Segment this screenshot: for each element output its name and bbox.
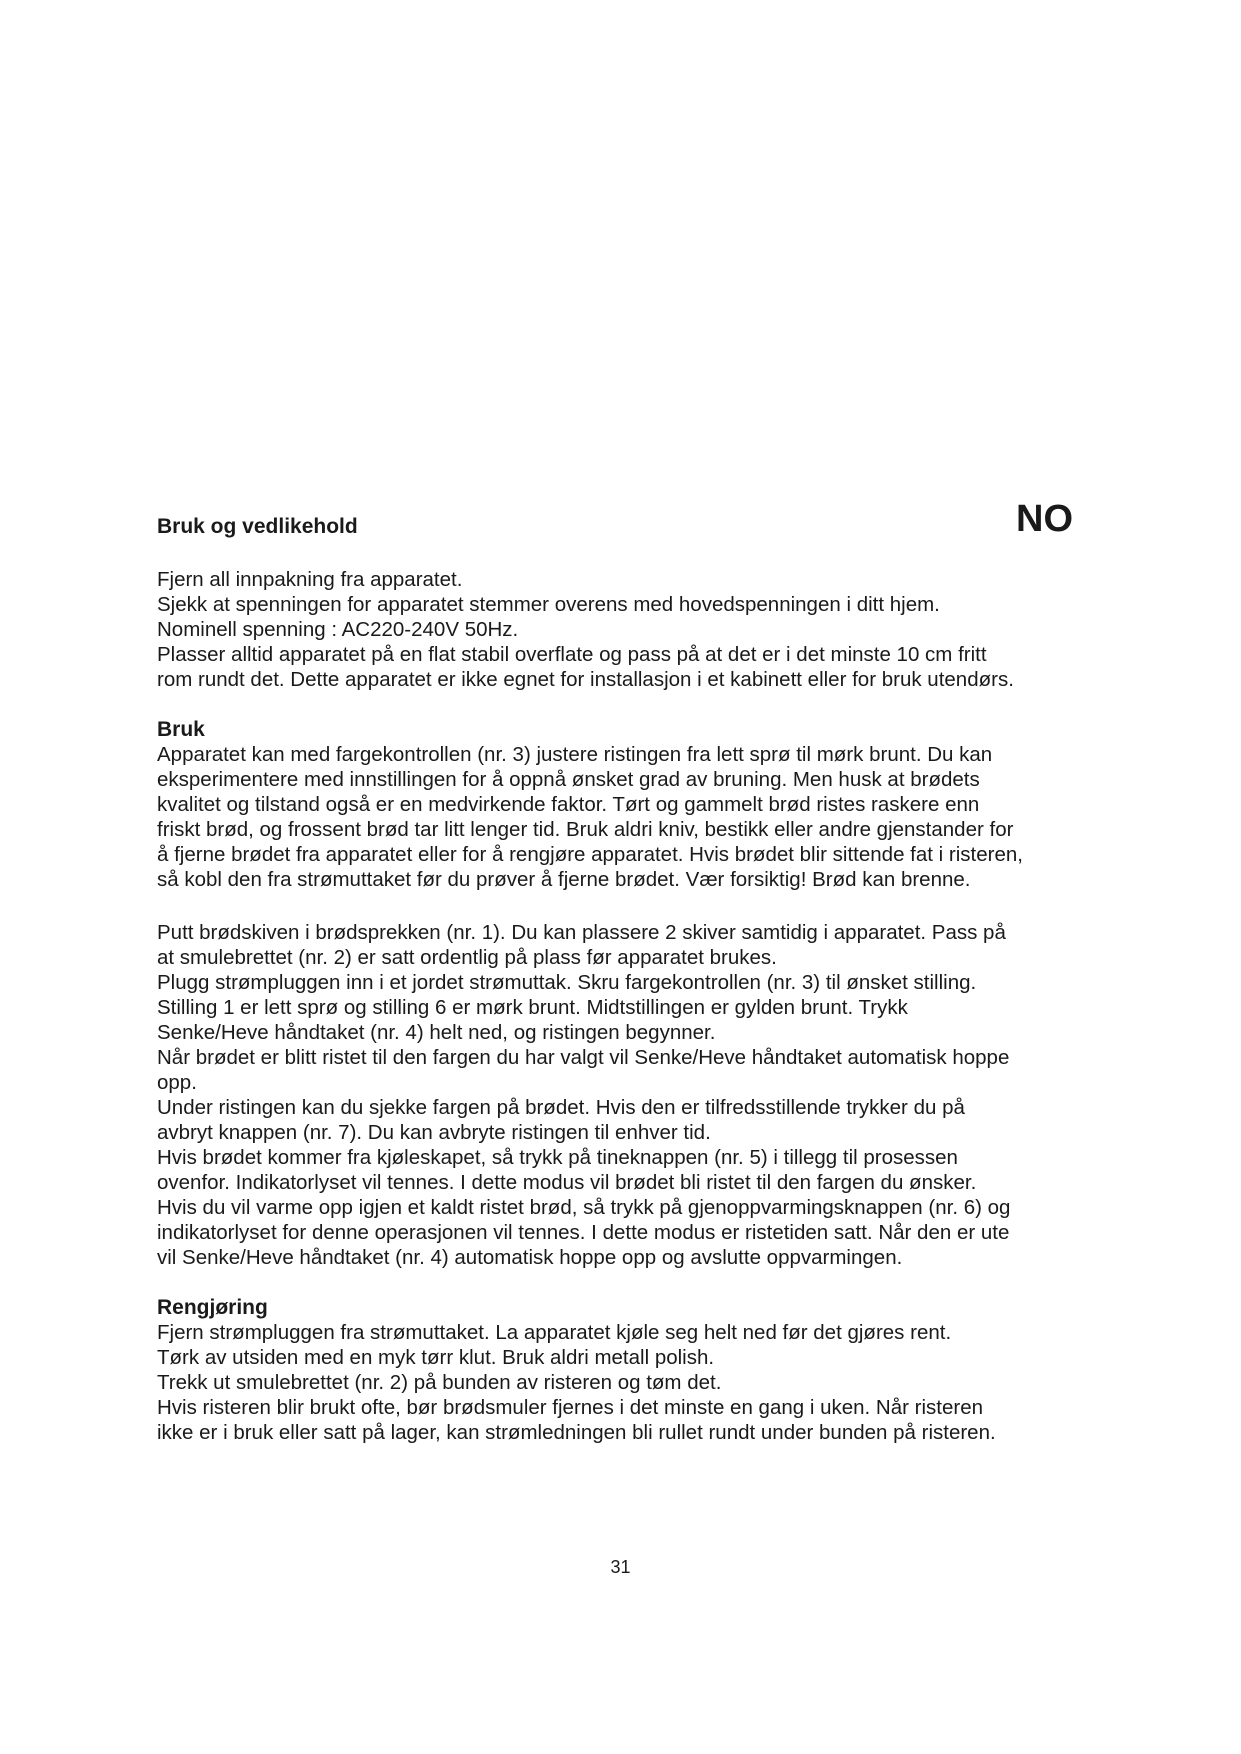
text-line: Apparatet kan med fargekontrollen (nr. 3) justere ristingen fra lett sprø til mørk brunt. Du kan	[157, 743, 993, 766]
paragraph	[157, 567, 1137, 692]
paragraph	[157, 1320, 1137, 1445]
text-line: så kobl den fra strømuttaket før du prøver å fjerne brødet. Vær forsiktig! Brød kan brenne.	[157, 868, 971, 891]
text-line: Fjern strømpluggen fra strømuttaket. La apparatet kjøle seg helt ned før det gjøres rent.	[157, 1321, 952, 1344]
text-line: Trekk ut smulebrettet (nr. 2) på bunden av risteren og tøm det.	[157, 1371, 722, 1394]
paragraph	[157, 742, 1137, 892]
text-line: avbryt knappen (nr. 7). Du kan avbryte ristingen til enhver tid.	[157, 1121, 711, 1144]
text-line: rom rundt det. Dette apparatet er ikke egnet for installasjon i et kabinett eller for bruk utendørs.	[157, 668, 1014, 691]
section-heading: Bruk og vedlikehold	[157, 515, 358, 538]
text-line: kvalitet og tilstand også er en medvirkende faktor. Tørt og gammelt brød ristes raskere enn	[157, 793, 980, 816]
document-body	[157, 514, 1137, 1445]
text-line: eksperimentere med innstillingen for å oppnå ønsket grad av bruning. Men husk at brødets	[157, 768, 980, 791]
section-heading: Rengjøring	[157, 1296, 268, 1319]
paragraph	[157, 920, 1137, 1270]
text-line: opp.	[157, 1071, 197, 1094]
text-line: Når brødet er blitt ristet til den fargen du har valgt vil Senke/Heve håndtaket automatisk hoppe	[157, 1046, 1010, 1069]
text-line: Hvis risteren blir brukt ofte, bør brødsmuler fjernes i det minste en gang i uken. Når risteren	[157, 1396, 984, 1419]
text-line: Stilling 1 er lett sprø og stilling 6 er mørk brunt. Midtstillingen er gylden brunt. Trykk	[157, 996, 908, 1019]
text-line: Putt brødskiven i brødsprekken (nr. 1). Du kan plassere 2 skiver samtidig i apparatet. Pass på	[157, 921, 1006, 944]
text-line: ikke er i bruk eller satt på lager, kan strømledningen bli rullet rundt under bunden på risteren.	[157, 1421, 996, 1444]
text-line: Plasser alltid apparatet på en flat stabil overflate og pass på at det er i det minste 10 cm fritt	[157, 643, 987, 666]
text-line: Plugg strømpluggen inn i et jordet strømuttak. Skru fargekontrollen (nr. 3) til ønsket stilling.	[157, 971, 977, 994]
section-rengjoring	[157, 1295, 1137, 1445]
section-bruk	[157, 717, 1137, 1270]
text-line: Sjekk at spenningen for apparatet stemmer overens med hovedspenningen i ditt hjem.	[157, 593, 940, 616]
text-line: Tørk av utsiden med en myk tørr klut. Bruk aldri metall polish.	[157, 1346, 715, 1369]
text-line: vil Senke/Heve håndtaket (nr. 4) automatisk hoppe opp og avslutte oppvarmingen.	[157, 1246, 903, 1269]
text-line: Senke/Heve håndtaket (nr. 4) helt ned, og ristingen begynner.	[157, 1021, 716, 1044]
section-bruk-og-vedlikehold	[157, 514, 1137, 692]
language-code: NO	[1016, 498, 1073, 540]
page-number: 31	[610, 1557, 631, 1577]
text-line: at smulebrettet (nr. 2) er satt ordentlig på plass før apparatet brukes.	[157, 946, 777, 969]
text-line: ovenfor. Indikatorlyset vil tennes. I dette modus vil brødet bli ristet til den fargen du ønsker.	[157, 1171, 977, 1194]
text-line: friskt brød, og frossent brød tar litt lenger tid. Bruk aldri kniv, bestikk eller andre gjenstander for	[157, 818, 1014, 841]
text-line: Hvis brødet kommer fra kjøleskapet, så trykk på tineknappen (nr. 5) i tillegg til prosessen	[157, 1146, 958, 1169]
text-line: Nominell spenning : AC220-240V 50Hz.	[157, 618, 519, 641]
text-line: å fjerne brødet fra apparatet eller for å rengjøre apparatet. Hvis brødet blir sittende fat i risteren,	[157, 843, 1023, 866]
text-line: Under ristingen kan du sjekke fargen på brødet. Hvis den er tilfredsstillende trykker du på	[157, 1096, 965, 1119]
text-line: Hvis du vil varme opp igjen et kaldt ristet brød, så trykk på gjenoppvarmingsknappen (nr. 6) og	[157, 1196, 1011, 1219]
text-line: Fjern all innpakning fra apparatet.	[157, 568, 463, 591]
section-heading: Bruk	[157, 718, 205, 741]
text-line: indikatorlyset for denne operasjonen vil tennes. I dette modus er ristetiden satt. Når den er ute	[157, 1221, 1010, 1244]
